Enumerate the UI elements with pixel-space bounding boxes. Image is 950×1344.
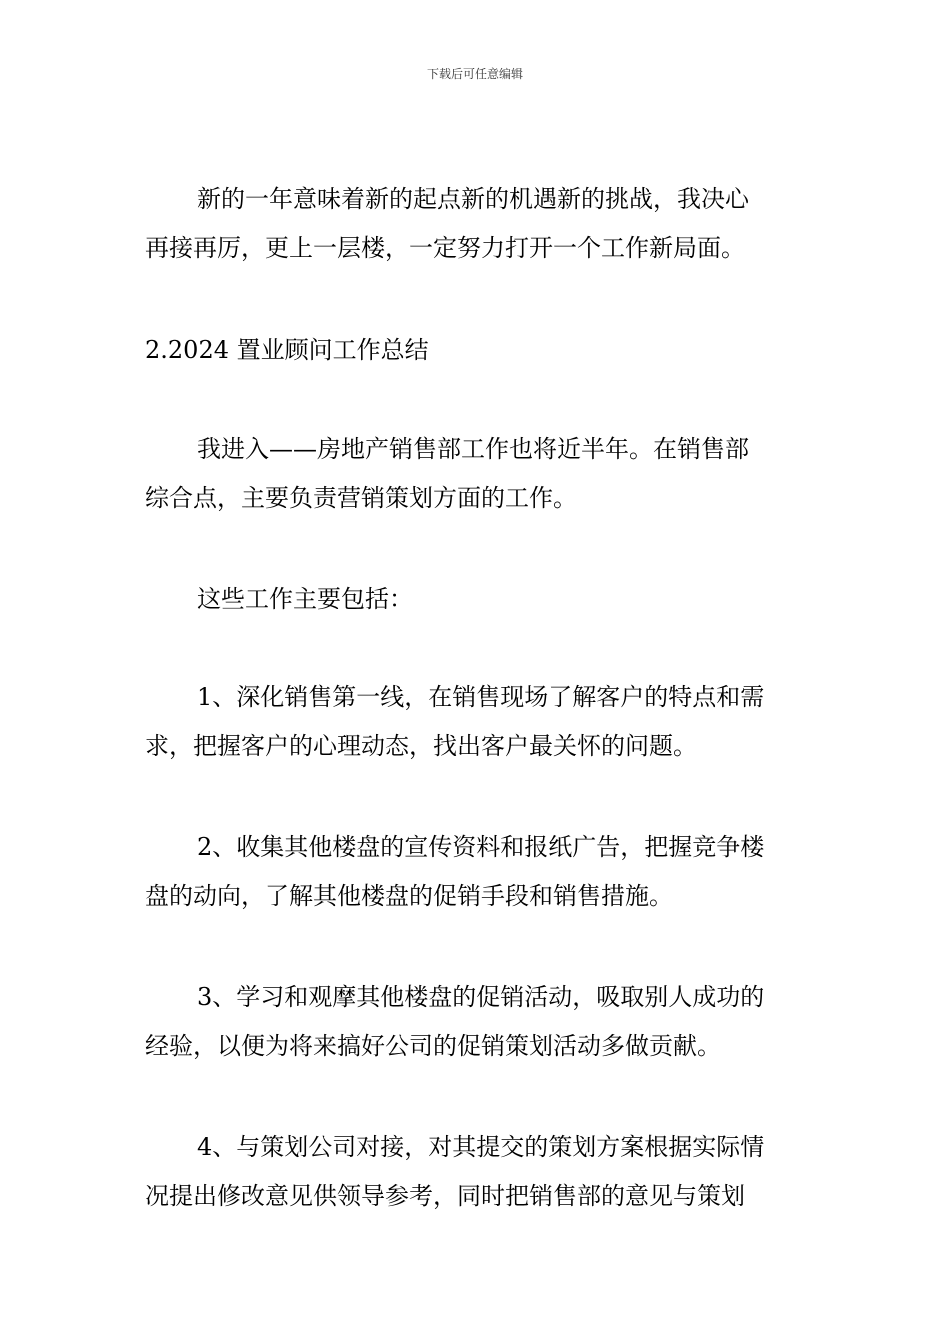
paragraph-line: 盘的动向，了解其他楼盘的促销手段和销售措施。 bbox=[145, 882, 673, 910]
paragraph-line: 新的一年意味着新的起点新的机遇新的挑战，我决心 bbox=[197, 185, 749, 213]
section-heading: 2.2024 置业顾问工作总结 bbox=[145, 336, 429, 364]
list-item-3 bbox=[145, 973, 805, 1071]
list-item-2 bbox=[145, 823, 805, 921]
list-item-1 bbox=[145, 673, 805, 771]
paragraph-intro bbox=[145, 425, 805, 523]
paragraph-new-year bbox=[145, 175, 805, 273]
paragraph-line: 这些工作主要包括： bbox=[197, 585, 413, 613]
list-item-4 bbox=[145, 1123, 805, 1221]
paragraph-line: 1、深化销售第一线，在销售现场了解客户的特点和需 bbox=[197, 683, 765, 711]
paragraph-line: 4、与策划公司对接，对其提交的策划方案根据实际情 bbox=[197, 1133, 765, 1161]
paragraph-line: 经验，以便为将来搞好公司的促销策划活动多做贡献。 bbox=[145, 1032, 721, 1060]
page-header-note: 下载后可任意编辑 bbox=[426, 67, 523, 81]
paragraph-line: 求，把握客户的心理动态，找出客户最关怀的问题。 bbox=[145, 732, 697, 760]
paragraph-line: 我进入——房地产销售部工作也将近半年。在销售部 bbox=[197, 435, 749, 463]
paragraph-line: 况提出修改意见供领导参考，同时把销售部的意见与策划 bbox=[145, 1182, 745, 1210]
paragraph-line: 再接再厉，更上一层楼，一定努力打开一个工作新局面。 bbox=[145, 234, 745, 262]
paragraph-line: 综合点，主要负责营销策划方面的工作。 bbox=[145, 484, 577, 512]
paragraph-line: 3、学习和观摩其他楼盘的促销活动，吸取别人成功的 bbox=[197, 983, 765, 1011]
paragraph-list-intro bbox=[145, 575, 805, 624]
paragraph-line: 2、收集其他楼盘的宣传资料和报纸广告，把握竞争楼 bbox=[197, 833, 765, 861]
